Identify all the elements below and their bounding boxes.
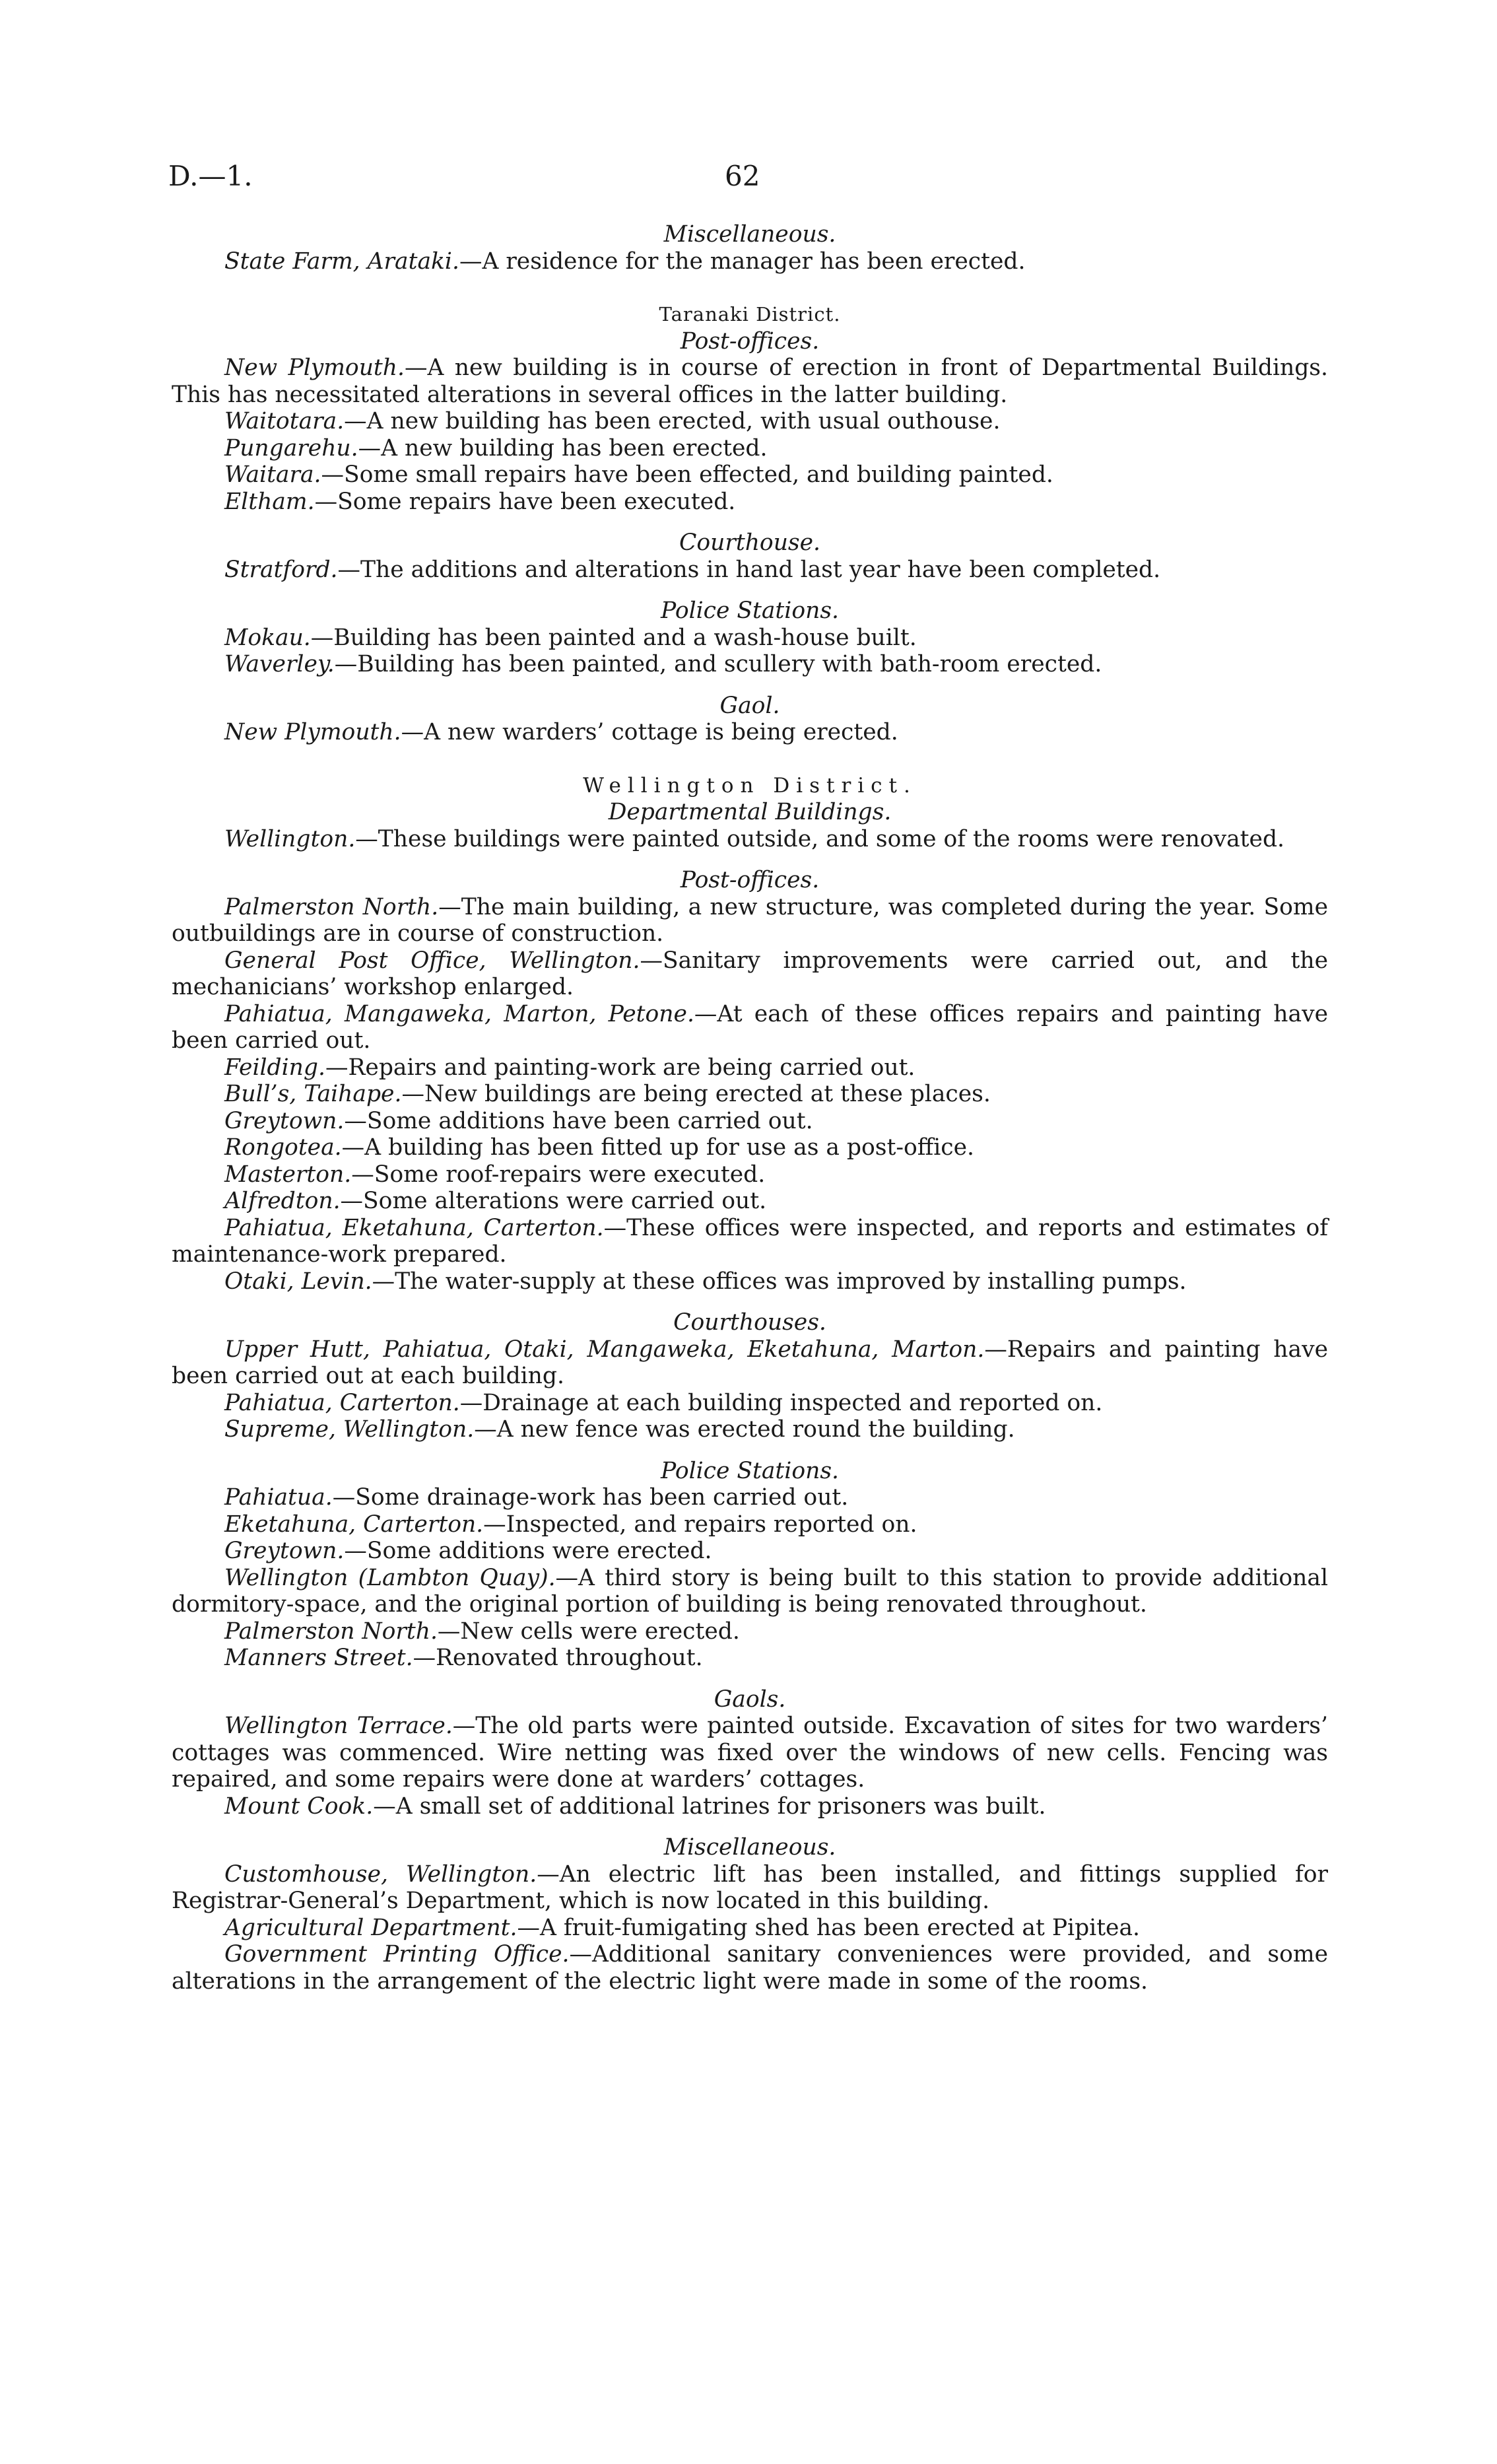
entry-label: Otaki, Levin. (224, 1268, 372, 1295)
paragraph (172, 1713, 1328, 1793)
entry-text: —The old parts were painted outside. Excavation of sites for two warders’ cottages was commenced. Wire netting was fixed over the windows of new cells. Fencing was repaired, and some repairs were done at warders’ cottages. (172, 1713, 1328, 1793)
paragraph (172, 625, 1328, 652)
section-heading: Courthouses. (673, 1309, 826, 1336)
entry-text: —Some alterations were carried out. (340, 1188, 767, 1214)
entry-text: —Building has been painted, and scullery with bath-room erected. (334, 651, 1102, 677)
entry-label: Wellington. (224, 825, 356, 852)
entry-text: —A new warders’ cottage is being erected. (401, 719, 898, 745)
district-heading: Taranaki District. (659, 303, 841, 325)
entry-label: Government Printing Office. (224, 1941, 570, 1968)
entry-label: Pahiatua, Carterton. (224, 1389, 460, 1416)
paragraph (172, 1538, 1328, 1565)
paragraph (172, 462, 1328, 489)
entry-label: Feilding. (224, 1054, 325, 1081)
entry-text: —The main building, a new structure, was completed during the year. Some outbuildings are in course of construction. (172, 893, 1329, 947)
entry-label: Eketahuna, Carterton. (224, 1511, 484, 1538)
entry-label: Waitara. (224, 462, 321, 488)
entry-label: New Plymouth. (224, 719, 401, 745)
entry-text: —A building has been fitted up for use as a post-office. (341, 1134, 975, 1161)
entry-text: —Some roof-repairs were executed. (351, 1161, 766, 1188)
entry-text: —A fruit-fumigating shed has been erected at Pipitea. (517, 1914, 1141, 1941)
entry-text: —These offices were inspected, and reports and estimates of maintenance-work prepared. (172, 1214, 1328, 1268)
paragraph (172, 1511, 1328, 1538)
paragraph (172, 894, 1328, 947)
entry-text: —Repairs and painting-work are being carried out. (325, 1054, 915, 1081)
paragraph (172, 1645, 1328, 1672)
entry-text: —A small set of additional latrines for prisoners was built. (373, 1793, 1046, 1820)
entry-label: Mount Cook. (224, 1793, 374, 1820)
paragraph (172, 355, 1328, 408)
entry-label: Waverley. (224, 651, 335, 677)
entry-label: Eltham. (224, 488, 315, 515)
entry-text: —Building has been painted and a wash-house built. (310, 624, 917, 651)
section-heading: Gaols. (714, 1686, 786, 1713)
entry-label: Wellington Terrace. (224, 1713, 453, 1739)
entry-label: Masterton. (224, 1161, 352, 1188)
page-number: 62 (725, 160, 760, 192)
paragraph (172, 248, 1328, 275)
paragraph (172, 1941, 1328, 1995)
section-heading: Post-offices. (680, 867, 820, 893)
paragraph (172, 1390, 1328, 1417)
entry-label: Greytown. (224, 1538, 345, 1564)
paragraph (172, 947, 1328, 1001)
paragraph (172, 408, 1328, 435)
entry-label: Supreme, Wellington. (224, 1416, 475, 1443)
paragraph (172, 1861, 1328, 1915)
entry-text: —The water-supply at these offices was improved by installing pumps. (372, 1268, 1187, 1295)
paragraph (172, 1416, 1328, 1443)
entry-text: —A new building is in course of erection in front of Departmental Buildings. This has necessitated alterations in several offices in the latter building. (172, 355, 1328, 408)
entry-text: —A new building has been erected, with usual outhouse. (344, 408, 1001, 434)
section-heading: Gaol. (719, 692, 780, 719)
paragraph (172, 1793, 1328, 1820)
entry-label: Stratford. (224, 556, 338, 583)
document-code: D.—1. (168, 160, 253, 192)
paragraph (172, 1565, 1328, 1618)
document-body (172, 221, 1328, 1995)
entry-text: —A new building has been erected. (358, 434, 768, 462)
entry-text: —A residence for the manager has been erected. (459, 248, 1026, 275)
entry-label: Wellington (Lambton Quay). (224, 1564, 556, 1591)
entry-label: Pahiatua, Eketahuna, Carterton. (224, 1214, 604, 1241)
entry-text: —Inspected, and repairs reported on. (483, 1511, 917, 1538)
paragraph (172, 1108, 1328, 1135)
paragraph (172, 1618, 1328, 1645)
section-heading: Police Stations. (661, 598, 839, 624)
entry-label: Palmerston North. (224, 893, 439, 920)
paragraph (172, 1336, 1328, 1390)
paragraph (172, 1001, 1328, 1054)
entry-text: —Drainage at each building inspected and reported on. (459, 1389, 1103, 1416)
paragraph (172, 557, 1328, 584)
paragraph (172, 1188, 1328, 1215)
entry-label: Manners Street. (224, 1645, 413, 1671)
entry-label: Mokau. (224, 624, 311, 651)
entry-text: —Some additions were erected. (344, 1538, 712, 1564)
paragraph (172, 1081, 1328, 1108)
entry-label: Pahiatua, Mangaweka, Marton, Petone. (224, 1000, 694, 1027)
entry-text: —A new fence was erected round the building. (474, 1416, 1015, 1443)
entry-text: —Some small repairs have been effected, and building painted. (321, 462, 1053, 488)
entry-text: —Some additions have been carried out. (344, 1107, 813, 1134)
paragraph (172, 489, 1328, 516)
section-heading: Miscellaneous. (663, 221, 836, 248)
paragraph (172, 826, 1328, 853)
entry-text: —Repairs and painting have been carried out at each building. (172, 1336, 1328, 1389)
entry-text: —The additions and alterations in hand last year have been completed. (337, 556, 1161, 583)
entry-label: Customhouse, Wellington. (224, 1861, 537, 1888)
entry-label: State Farm, Arataki. (224, 248, 459, 275)
entry-label: Rongotea. (224, 1134, 342, 1161)
section-heading: Post-offices. (680, 327, 820, 355)
paragraph (172, 1215, 1328, 1268)
section-heading: Courthouse. (679, 530, 821, 556)
paragraph (172, 1915, 1328, 1942)
district-heading: Wellington District. (583, 773, 917, 798)
entry-text: —These buildings were painted outside, and some of the rooms were renovated. (355, 825, 1285, 852)
entry-text: —An electric lift has been installed, and fittings supplied for Registrar-General’s Department, which is now located in this building. (172, 1861, 1328, 1914)
paragraph (172, 651, 1328, 678)
paragraph (172, 1054, 1328, 1081)
entry-label: Palmerston North. (224, 1618, 438, 1645)
entry-text: —At each of these offices repairs and painting have been carried out. (172, 1000, 1328, 1054)
entry-label: Bull’s, Taihape. (224, 1081, 402, 1107)
entry-label: General Post Office, Wellington. (224, 947, 640, 974)
section-heading: Departmental Buildings. (608, 799, 892, 825)
entry-text: —Additional sanitary conveniences were provided, and some alterations in the arrangement of the electric light were made in some of the rooms. (172, 1941, 1328, 1995)
paragraph (172, 1268, 1328, 1295)
entry-label: Upper Hutt, Pahiatua, Otaki, Mangaweka, Eketahuna, Marton. (224, 1336, 985, 1363)
entry-label: Agricultural Department. (224, 1914, 517, 1941)
paragraph (172, 435, 1328, 462)
entry-label: Pungarehu. (224, 434, 358, 462)
paragraph (172, 1134, 1328, 1161)
paragraph (172, 719, 1328, 746)
entry-label: Greytown. (224, 1107, 345, 1134)
entry-text: —New buildings are being erected at these places. (401, 1081, 991, 1107)
entry-text: —Sanitary improvements were carried out, and the mechanicians’ workshop enlarged. (172, 947, 1328, 1000)
entry-label: Pahiatua. (224, 1484, 333, 1511)
section-heading: Police Stations. (661, 1457, 839, 1484)
entry-text: —A third story is being built to this station to provide additional dormitory-space, and the original portion of building is being renovated throughout. (172, 1564, 1328, 1618)
section-heading: Miscellaneous. (663, 1834, 836, 1861)
entry-label: New Plymouth. (224, 355, 405, 381)
paragraph (172, 1161, 1328, 1188)
entry-text: —Some repairs have been executed. (314, 488, 736, 515)
entry-label: Waitotara. (224, 408, 345, 434)
entry-text: —Some drainage-work has been carried out. (332, 1484, 849, 1511)
paragraph (172, 1484, 1328, 1511)
entry-text: —New cells were erected. (437, 1618, 740, 1645)
entry-text: —Renovated throughout. (413, 1645, 703, 1671)
entry-label: Alfredton. (224, 1188, 341, 1214)
